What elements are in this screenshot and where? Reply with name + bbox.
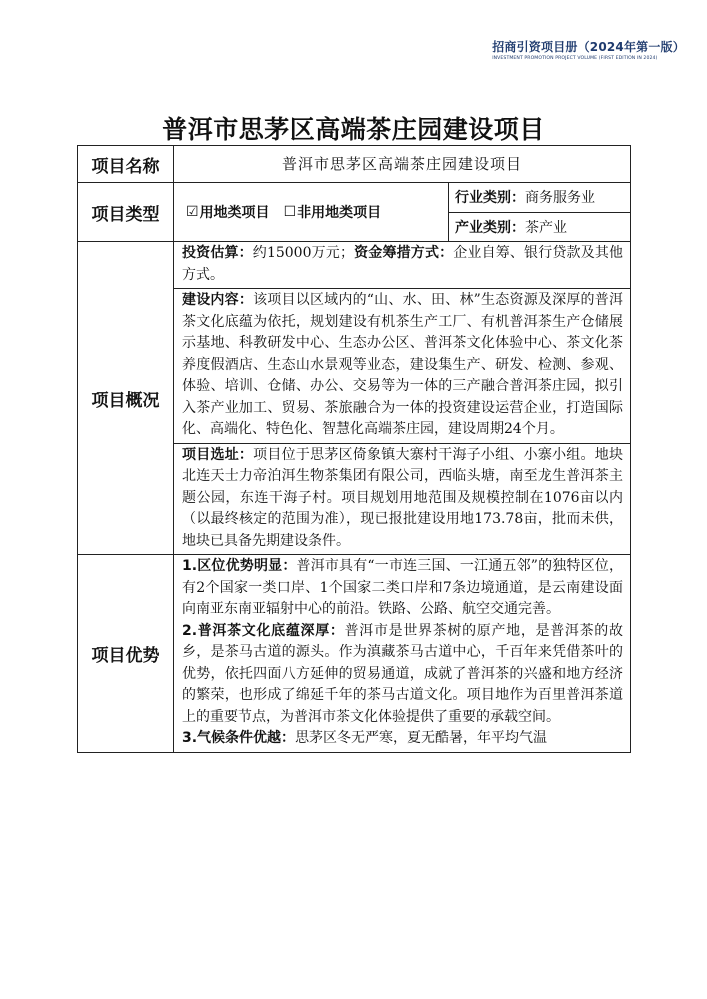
option-land-use: 用地类项目 <box>199 205 270 221</box>
site-label: 项目选址： <box>182 446 254 463</box>
construction-paragraph <box>174 288 630 443</box>
checked-box-icon: ☑ <box>186 204 199 220</box>
label-project-overview: 项目概况 <box>78 242 174 555</box>
investment-label: 投资估算： <box>182 245 253 261</box>
funding-value: 企业自筹、银行贷款及其他方式。 <box>182 245 624 283</box>
project-type-options <box>174 183 449 241</box>
advantage-climate <box>182 728 623 750</box>
advantage-tea-culture <box>182 621 623 729</box>
value-cell-project-name <box>174 146 631 183</box>
site-value: 项目位于思茅区倚象镇大寨村干海子小组、小寨小组。地块北连天士力帝泊洱生物茶集团有限公司，西临头塘，南至龙生普洱茶主题公园，东连干海子村。项目规划用地范围及规模控制在1076亩以内（以最终核定的范围为准），现已报批建设用地173.78亩，批而未供，地块已具备先期建设条件。 <box>182 446 624 549</box>
construction-value: 该项目以区域内的“山、水、田、林”生态资源及深厚的普洱茶文化底蕴为依托，规划建设有机茶生产工厂、有机普洱茶生产仓储展示基地、科教研发中心、生态办公区、普洱茶文化体验中心、茶文化茶养度假酒店、生态山水景观等业态，建设集生产、研发、检测、参观、体验、培训、仓储、办公、交易等为一体的三产融合普洱茶庄园，拟引入茶产业加工、贸易、茶旅融合为一体的投资建设运营企业，打造国际化、高端化、特色化、智慧化高端茶庄园，建设周期24个月。 <box>182 292 623 437</box>
project-table <box>77 145 631 753</box>
page-header <box>492 38 685 61</box>
advantage-tea-culture-label: 2.普洱茶文化底蕴深厚： <box>182 622 345 639</box>
unchecked-box-icon: ☐ <box>283 204 297 220</box>
industry-value: 商务服务业 <box>525 190 595 207</box>
row-project-advantage <box>78 555 631 753</box>
sector-category <box>449 212 630 242</box>
construction-label: 建设内容： <box>182 292 254 308</box>
document-title: 普洱市思茅区高端茶庄园建设项目 <box>162 115 545 144</box>
industry-label: 行业类别： <box>455 190 525 207</box>
label-project-type: 项目类型 <box>78 183 174 242</box>
option-non-land-use: 非用地类项目 <box>297 205 382 221</box>
investment-value: 约15000万元； <box>252 245 354 261</box>
project-name-value: 普洱市思茅区高端茶庄园建设项目 <box>281 155 522 173</box>
project-categories <box>449 183 630 241</box>
advantage-tea-culture-text: 普洱市是世界茶树的原产地，是普洱茶的故乡，是茶马古道的源头。作为滇藏茶马古道中心，千百年来凭借茶叶的优势，依托四面八方延伸的贸易通道，成就了普洱茶的兴盛和地方经济的繁荣，也形成了绵延千年的茶马古道文化。项目地作为百里普洱茶道上的重要节点，为普洱市茶文化体验提供了重要的承载空间。 <box>182 622 623 725</box>
advantage-location-label: 1.区位优势明显： <box>182 558 297 574</box>
investment-paragraph <box>174 242 630 288</box>
row-project-name <box>78 146 631 183</box>
advantage-climate-text: 思茅区冬无严寒，夏无酷暑，年平均气温 <box>295 730 548 746</box>
value-cell-project-overview <box>174 242 631 555</box>
advantage-paragraphs <box>174 555 630 752</box>
label-project-advantage: 项目优势 <box>78 555 174 753</box>
funding-label: 资金筹措方式： <box>353 245 454 261</box>
row-project-overview <box>78 242 631 555</box>
row-project-type <box>78 183 631 242</box>
site-paragraph <box>174 443 630 555</box>
header-title: 招商引资项目册（2024年第一版） <box>492 40 685 54</box>
industry-category <box>449 183 630 212</box>
advantage-climate-label: 3.气候条件优越： <box>182 730 296 746</box>
header-subtitle: INVESTMENT PROMOTION PROJECT VOLUME (FIRST EDITION IN 2024) <box>492 56 658 61</box>
value-cell-project-type <box>174 183 631 242</box>
advantage-location-text: 普洱市具有“一市连三国、一江通五邻”的独特区位，有2个国家一类口岸、1个国家二类口岸和7条边境通道，是云南建设面向南亚东南亚辐射中心的前沿。铁路、公路、航空交通完善。 <box>182 558 623 617</box>
label-project-name: 项目名称 <box>78 146 174 183</box>
value-cell-project-advantage <box>174 555 631 753</box>
sector-value: 茶产业 <box>525 219 567 236</box>
advantage-location <box>182 556 623 621</box>
sector-label: 产业类别： <box>455 219 525 236</box>
